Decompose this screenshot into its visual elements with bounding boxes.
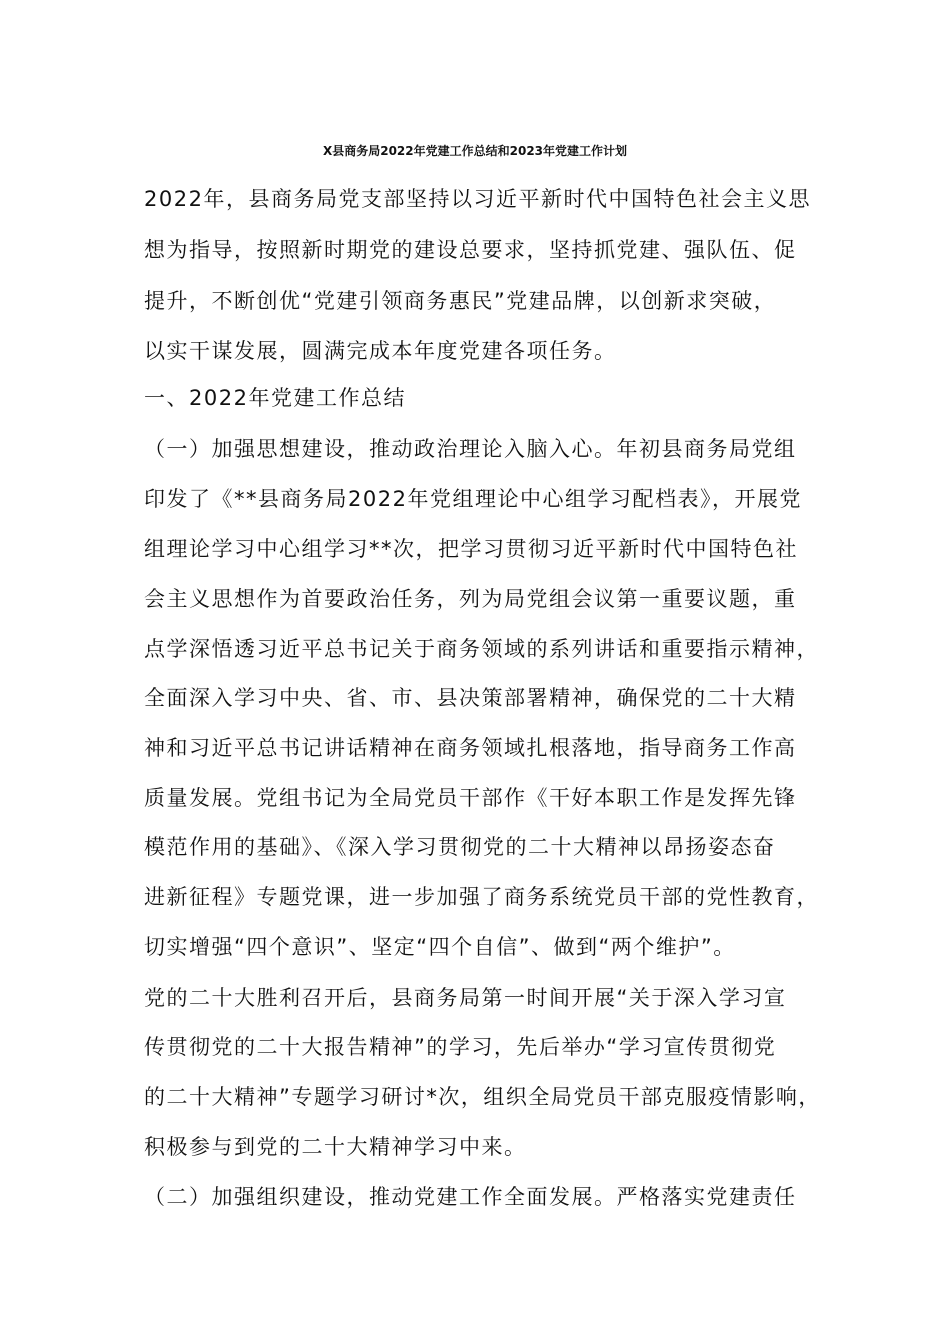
paragraph-line: 点学深悟透习近平总书记关于商务领域的系列讲话和重要指示精神， — [144, 637, 819, 661]
paragraph-line: 2022年，县商务局党支部坚持以习近平新时代中国特色社会主义思 — [144, 187, 811, 211]
section-heading: 一、2022年党建工作总结 — [144, 386, 406, 410]
paragraph-line: 的二十大精神”专题学习研讨*次，组织全局党员干部克服疫情影响， — [144, 1085, 821, 1109]
paragraph-line: 传贯彻党的二十大报告精神”的学习，先后举办“学习宣传贯彻党 — [144, 1035, 777, 1059]
paragraph-line: 模范作用的基础》、《深入学习贯彻党的二十大精神以昂扬姿态奋 — [144, 835, 776, 859]
paragraph-line: 全面深入学习中央、省、市、县决策部署精神，确保党的二十大精 — [144, 686, 797, 710]
paragraph-line: 组理论学习中心组学习**次，把学习贯彻习近平新时代中国特色社 — [144, 537, 798, 561]
paragraph-line: 会主义思想作为首要政治任务，列为局党组会议第一重要议题，重 — [144, 587, 797, 611]
paragraph-line: 想为指导，按照新时期党的建设总要求，坚持抓党建、强队伍、促 — [144, 238, 797, 262]
paragraph-line: 党的二十大胜利召开后，县商务局第一时间开展“关于深入学习宣 — [144, 986, 787, 1010]
paragraph-line: 提升，不断创优“党建引领商务惠民”党建品牌，以创新求突破， — [144, 289, 777, 313]
paragraph-line: 以实干谋发展，圆满完成本年度党建各项任务。 — [144, 339, 617, 363]
paragraph-line: 积极参与到党的二十大精神学习中来。 — [144, 1135, 527, 1159]
paragraph-line: （二）加强组织建设，推动党建工作全面发展。严格落实党建责任 — [144, 1185, 797, 1209]
paragraph-line: 质量发展。党组书记为全局党员干部作《干好本职工作是发挥先锋 — [144, 786, 797, 810]
paragraph-line: 印发了《**县商务局2022年党组理论中心组学习配档表》，开展党 — [144, 487, 802, 511]
paragraph-line: 切实增强“四个意识”、坚定“四个自信”、做到“两个维护”。 — [144, 935, 736, 959]
document-title: X县商务局2022年党建工作总结和2023年党建工作计划 — [322, 144, 628, 158]
paragraph-line: （一）加强思想建设，推动政治理论入脑入心。年初县商务局党组 — [144, 437, 797, 461]
paragraph-line: 神和习近平总书记讲话精神在商务领域扎根落地，指导商务工作高 — [144, 736, 797, 760]
paragraph-line: 进新征程》专题党课，进一步加强了商务系统党员干部的党性教育， — [144, 885, 819, 909]
